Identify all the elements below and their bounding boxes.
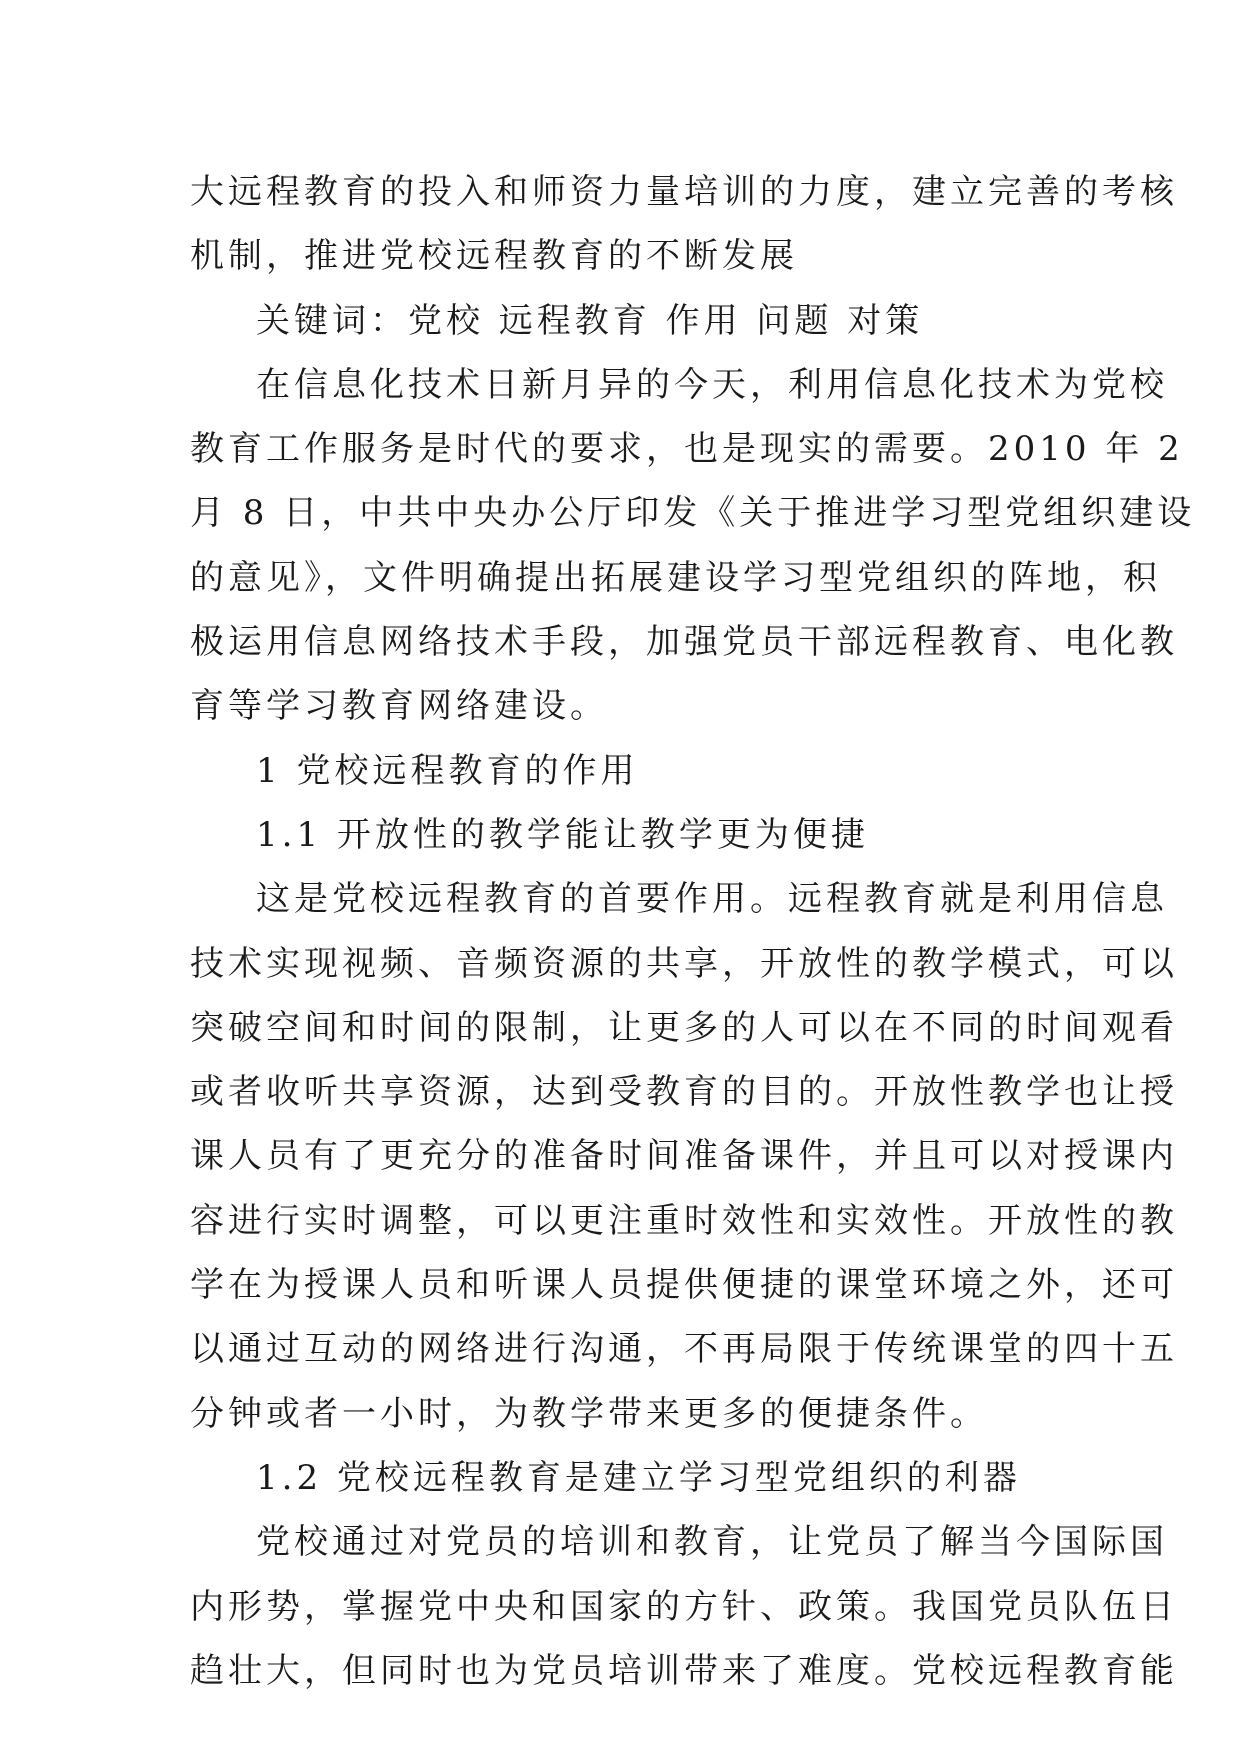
text-line: 大远程教育的投入和师资力量培训的力度，建立完善的考核: [190, 172, 1178, 212]
text-line: 内形势，掌握党中央和国家的方针、政策。我国党员队伍日: [190, 1586, 1178, 1627]
text-line: 机制，推进党校远程教育的不断发展: [190, 236, 798, 277]
text-line: 的意见》，文件明确提出拓展建设学习型党组织的阵地，积: [190, 557, 1161, 598]
text-line: 趋壮大，但同时也为党员培训带来了难度。党校远程教育能: [190, 1650, 1178, 1691]
subsection-heading: 1.1 开放性的教学能让教学更为便捷: [256, 814, 869, 855]
subsection-heading: 1.2 党校远程教育是建立学习型党组织的利器: [256, 1457, 1021, 1498]
keywords-line: 关键词：党校 远程教育 作用 问题 对策: [256, 300, 924, 341]
text-line: 或者收听共享资源，达到受教育的目的。开放性教学也让授: [190, 1072, 1178, 1113]
text-line: 容进行实时调整，可以更注重时效性和实效性。开放性的教: [190, 1200, 1178, 1241]
text-line: 技术实现视频、音频资源的共享，开放性的教学模式，可以: [190, 943, 1178, 984]
text-line: 教育工作服务是时代的要求，也是现实的需要。2010 年 2: [190, 429, 1184, 470]
text-line: 在信息化技术日新月异的今天，利用信息化技术为党校: [256, 364, 1168, 405]
text-line: 党校通过对党员的培训和教育，让党员了解当今国际国: [256, 1522, 1168, 1563]
document-body: [190, 160, 1196, 1703]
text-line: 课人员有了更充分的准备时间准备课件，并且可以对授课内: [190, 1136, 1178, 1177]
text-line: 育等学习教育网络建设。: [190, 686, 608, 727]
text-line: 这是党校远程教育的首要作用。远程教育就是利用信息: [256, 879, 1168, 920]
text-line: 以通过互动的网络进行沟通，不再局限于传统课堂的四十五: [190, 1329, 1178, 1370]
text-line: 突破空间和时间的限制，让更多的人可以在不同的时间观看: [190, 1007, 1178, 1048]
section-heading: 1 党校远程教育的作用: [256, 750, 639, 791]
text-line: 极运用信息网络技术手段，加强党员干部远程教育、电化教: [190, 622, 1178, 663]
text-line: 分钟或者一小时，为教学带来更多的便捷条件。: [190, 1393, 988, 1434]
text-line: 学在为授课人员和听课人员提供便捷的课堂环境之外，还可: [190, 1265, 1178, 1306]
text-line: 月 8 日，中共中央办公厅印发《关于推进学习型党组织建设: [190, 493, 1196, 534]
